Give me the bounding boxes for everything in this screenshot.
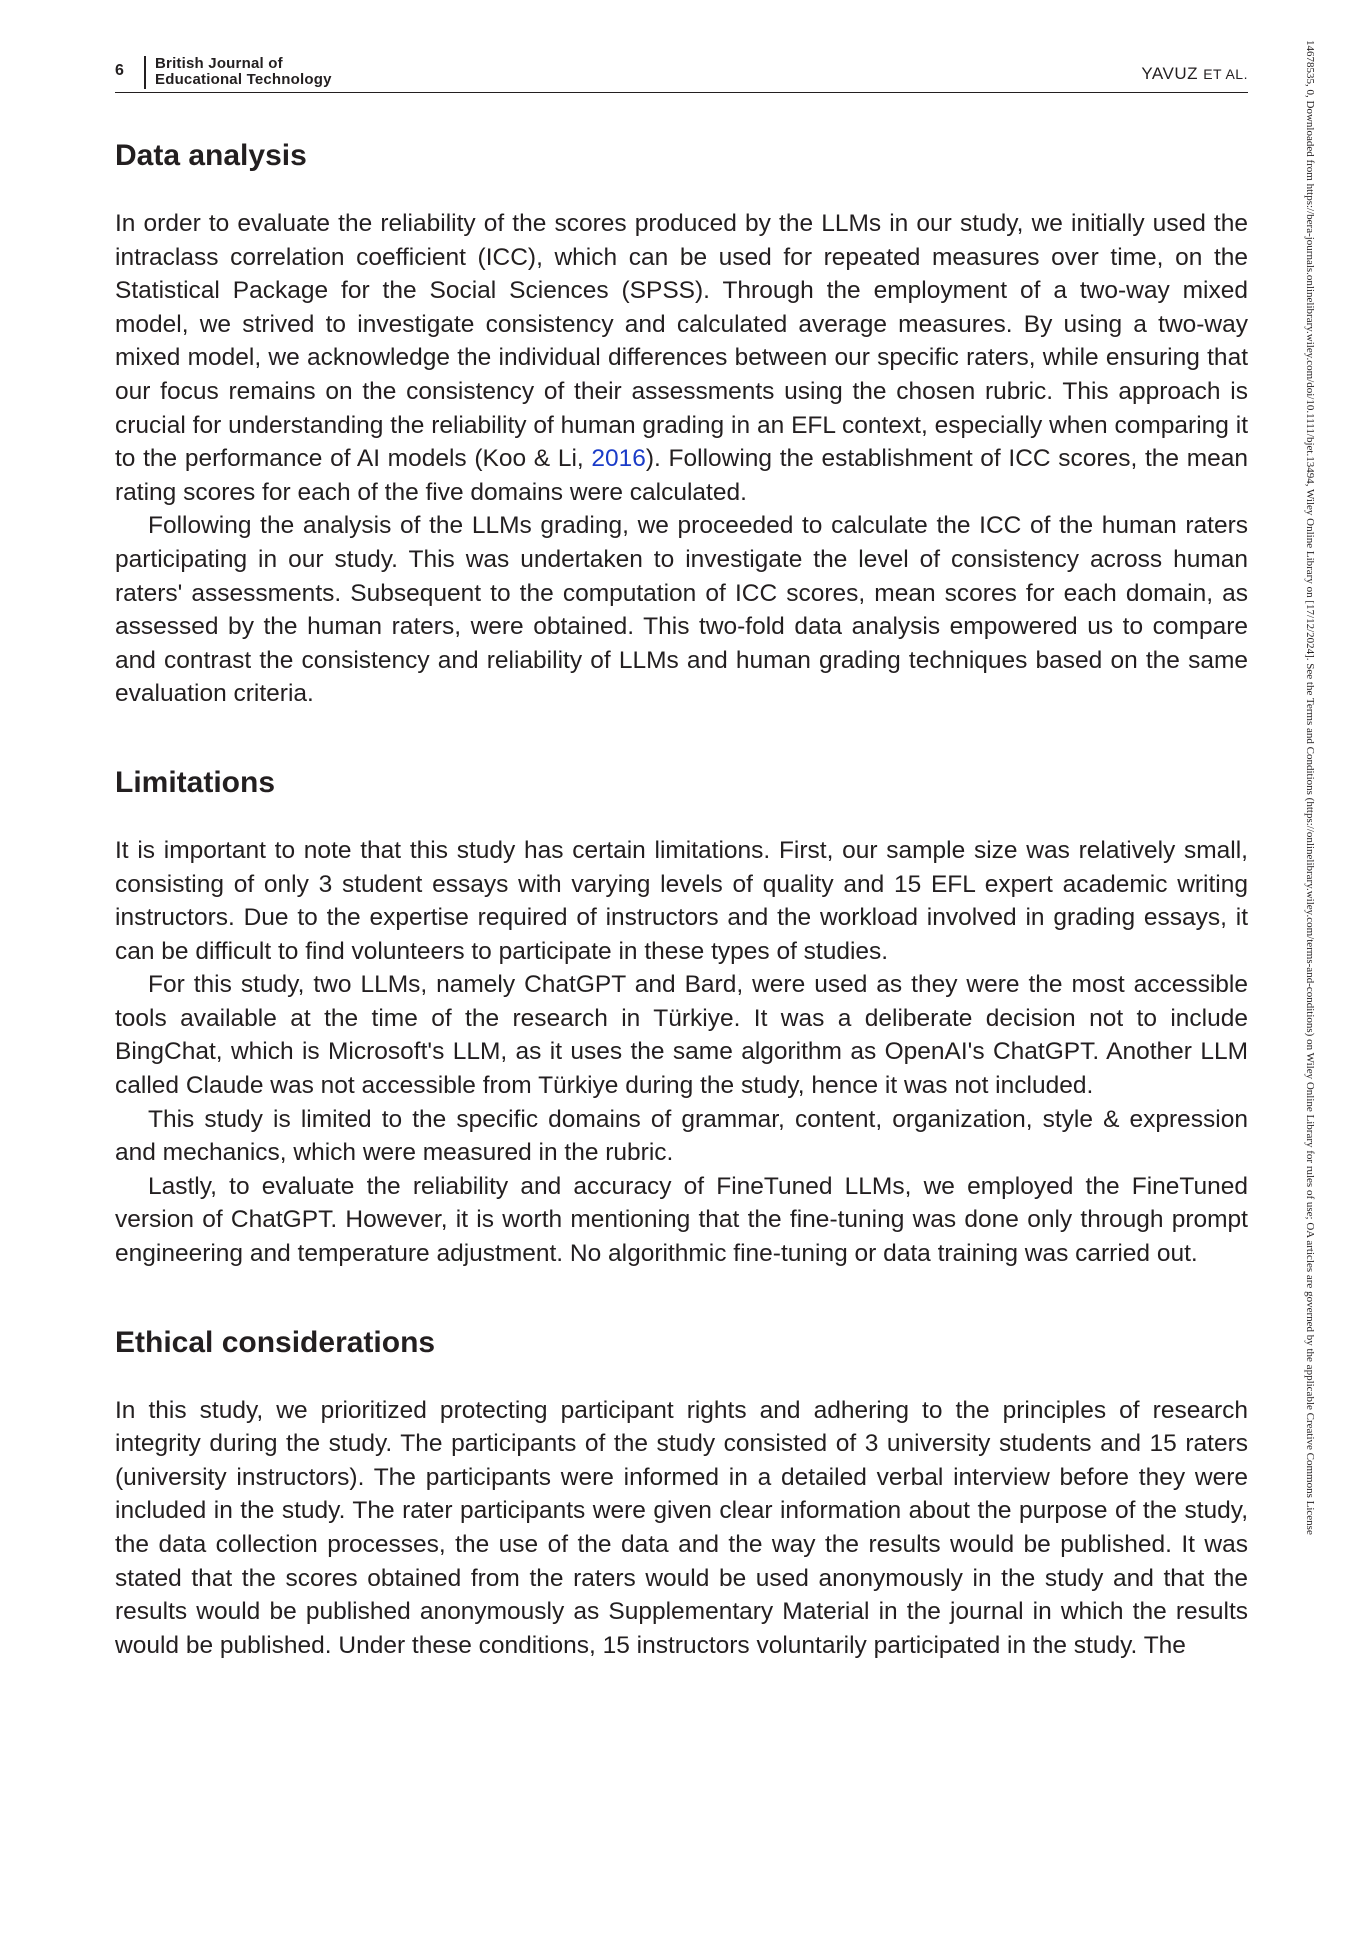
paragraph: In this study, we prioritized protecting participant rights and adhering to the principles of research integrity during the study. The participants of the study consisted of 3 university students and 15 raters (university instructors). The participants were informed in a detailed verbal interview before they were included in the study. The rater participants were given clear information about the purpose of the study, the data collection processes, the use of the data and the way the results would be published. It was stated that the scores obtained from the raters would be used anonymously in the study and that the results would be published anonymously as Supplementary Material in the journal in which the results would be published. Under these conditions, 15 instructors voluntarily participated in the study. The	[115, 1396, 1248, 1659]
article-body	[115, 138, 1248, 1662]
paragraph: It is important to note that this study has certain limitations. First, our sample size was relatively small, consisting of only 3 student essays with varying levels of quality and 15 EFL expert academic writing instructors. Due to the expertise required of instructors and the workload involved in grading essays, it can be difficult to find volunteers to participate in these types of studies.	[115, 836, 1248, 965]
section-heading-data-analysis: Data analysis	[115, 139, 307, 172]
section-data-analysis	[115, 138, 1248, 711]
paragraph: Following the analysis of the LLMs grading, we proceeded to calculate the ICC of the human raters participating in our study. This was undertaken to investigate the level of consistency across human raters' assessments. Subsequent to the computation of ICC scores, mean scores for each domain, as assessed by the human raters, were obtained. This two-fold data analysis empowered us to compare and contrast the consistency and reliability of LLMs and human grading techniques based on the same evaluation criteria.	[115, 512, 1248, 708]
running-authors	[1141, 64, 1248, 84]
page-header	[115, 54, 1248, 93]
section-heading-ethical: Ethical considerations	[115, 1325, 436, 1359]
download-notice: 14678535, 0, Downloaded from https://bera-journals.onlinelibrary.wiley.com/doi/10.1111/bjet.13494, Wiley Online Library on [17/12/2024]. See the Terms and Conditions (https://onlinelibrary.wiley.com/terms-and-conditions) on Wiley Online Library for rules of use; OA articles are governed by the applicable Creative Commons License	[1304, 40, 1316, 1535]
paragraph: Lastly, to evaluate the reliability and accuracy of FineTuned LLMs, we employed the FineTuned version of ChatGPT. However, it is worth mentioning that the fine-tuning was done only through prompt engineering and temperature adjustment. No algorithmic fine-tuning or data training was carried out.	[115, 1172, 1248, 1268]
paragraph: For this study, two LLMs, namely ChatGPT and Bard, were used as they were the most accessible tools available at the time of the research in Türkiye. It was a deliberate decision not to include BingChat, which is Microsoft's LLM, as it uses the same algorithm as OpenAI's ChatGPT. Another LLM called Claude was not accessible from Türkiye during the study, hence it was not included.	[115, 971, 1248, 1100]
paragraph	[115, 207, 1248, 509]
paragraph-text: ). Following the establishment of ICC scores, the mean rating scores for each of the five domains were calculated.	[115, 445, 1248, 506]
paragraph-text: In order to evaluate the reliability of the scores produced by the LLMs in our study, we initially used the intraclass correlation coefficient (ICC), which can be used for repeated measures over time, on the Statistical Package for the Social Sciences (SPSS). Through the employment of a two-way mixed model, we strived to investigate consistency and calculated average measures. By using a two-way mixed model, we acknowledge the individual differences between our specific raters, while ensuring that our focus remains on the consistency of their assessments using the chosen rubric. This approach is crucial for understanding the reliability of human grading in an EFL context, especially when comparing it to the performance of AI models (Koo & Li,	[115, 210, 1248, 473]
section-limitations	[115, 765, 1248, 1271]
section-heading-limitations: Limitations	[115, 765, 276, 799]
authors-main: YAVUZ	[1141, 64, 1198, 83]
journal-title-line1: British Journal of	[155, 55, 283, 72]
header-divider	[144, 56, 146, 89]
citation-link[interactable]: 2016	[591, 445, 646, 473]
authors-suffix: ET AL.	[1203, 66, 1248, 82]
journal-title	[155, 56, 332, 88]
journal-title-line2: Educational Technology	[155, 71, 332, 88]
section-ethical-considerations	[115, 1325, 1248, 1663]
page-number: 6	[115, 62, 124, 79]
paragraph: This study is limited to the specific domains of grammar, content, organization, style & expression and mechanics, which were measured in the rubric.	[115, 1105, 1248, 1167]
